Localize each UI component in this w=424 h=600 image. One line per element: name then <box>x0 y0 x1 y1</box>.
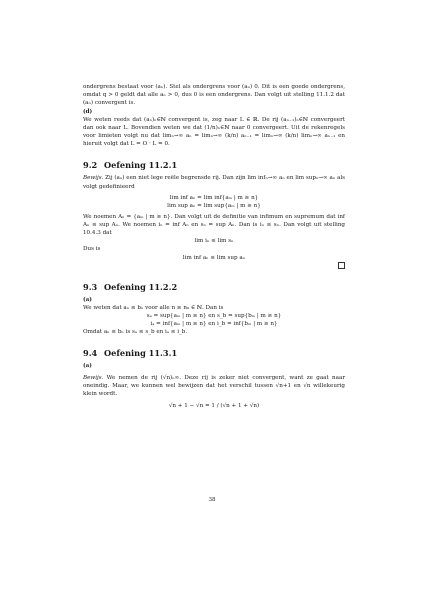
section-9-3-paragraph-2: Omdat aₙ ≤ bₙ is sₐ ≤ s_b en iₐ ≤ i_b. <box>83 328 188 335</box>
proof-text: We nemen de rij (√n)ₙ∞. Deze rij is zeker niet convergent, want ze gaat naar oneindig. Maar, we kunnen wel bewijzen dat het verschil tussen √n+1 en √n willekeurig klein wordt. <box>83 375 345 398</box>
equation-lim-i-s: lim iₙ ≤ lim sₙ <box>194 238 234 245</box>
section-title: Oefening 11.3.1 <box>104 348 178 359</box>
equation-sqrt-difference: √n + 1 − √n = 1 / (√n + 1 + √n) <box>168 402 260 409</box>
intro-paragraph: ondergrens bestaat voor (aₙ). Stel als ondergrens voor (aₙ) 0. Dit is een goede ondergrens, omdat q > 0 geldt dat alle aₙ > 0, dus 0 is een ondergrens. Dan volgt uit stelling 11.1.2 dat (aₙ) convergent is. <box>83 84 345 107</box>
section-number: 9.2 <box>83 160 98 171</box>
proof-label: Bewijs. <box>83 175 104 182</box>
equation-infima: iₐ = inf{aₘ | m ≥ n} en i_b = inf{bₘ | m ≥ n} <box>150 320 278 327</box>
section-9-3-heading <box>83 282 345 292</box>
qed-box-icon <box>338 262 345 269</box>
page-body <box>83 83 345 410</box>
section-9-4-heading <box>83 348 345 358</box>
proof-text: Zij (aₙ) een niet lege reële begrensde rij. Dan zijn lim infₙ→∞ aₙ en lim supₙ→∞ aₙ als volgt gedefinieerd <box>83 175 346 190</box>
section-number: 9.4 <box>83 348 98 359</box>
section-9-2-paragraph-2: We noemen Aₙ = {aₘ | m ≥ n}. Dan volgt uit de definitie van infimum en supremum dat inf Aₙ ≤ sup Aₙ. We noemen iₙ = inf Aₙ en sₙ = sup Aₙ. Dan is iₙ ≤ sₙ. Dan volgt uit stelling 10.4.3 dat <box>83 213 345 237</box>
subpart-a-label: (a) <box>83 296 92 303</box>
equation-limsup: lim sup aₙ = lim sup{aₘ | m ≥ n} <box>167 202 261 209</box>
equation-liminf-limsup: lim inf aₙ ≤ lim sup aₙ <box>182 254 246 261</box>
section-9-3-paragraph-1: We weten dat aₙ ≤ bₙ voor alle n ≥ n₀ ∈ ℕ. Dan is <box>83 304 224 311</box>
equation-suprema: sₐ = sup{aₘ | m ≥ n} en s_b = sup{bₘ | m ≥ n} <box>146 312 282 319</box>
subpart-d-label: (d) <box>83 108 93 115</box>
dus-text: Dus is <box>83 246 101 253</box>
page-number: 38 <box>208 497 216 503</box>
section-number: 9.3 <box>83 281 98 292</box>
subpart-d-paragraph: We weten reeds dat (aₙ)ₙ∈ℕ convergent is, zeg naar L ∈ ℝ. De rij (aₙ₋₁)ₙ∈ℕ convergeert dan ook naar L. Bovendien weten we dat (1/n)ₙ∈ℕ naar 0 convergeert. Uit de rekenregels voor limieten volgt nu dat limₙ→∞ aₙ = limₙ→∞ (k/n) aₙ₋₁ = limₙ→∞ (k/n) limₙ→∞ aₙ₋₁ en hieruit volgt dat L = O · L = 0. <box>83 116 345 148</box>
section-title: Oefening 11.2.1 <box>104 160 178 171</box>
subpart-a-label: (a) <box>83 363 92 370</box>
section-9-4-paragraph-1 <box>83 374 345 399</box>
equation-liminf: lim inf aₙ = lim inf{aₘ | m ≥ n} <box>169 194 259 201</box>
section-9-2-heading <box>83 160 345 170</box>
proof-label: Bewijs. <box>83 375 104 382</box>
section-title: Oefening 11.2.2 <box>104 281 178 292</box>
section-9-2-paragraph-1 <box>83 174 345 190</box>
